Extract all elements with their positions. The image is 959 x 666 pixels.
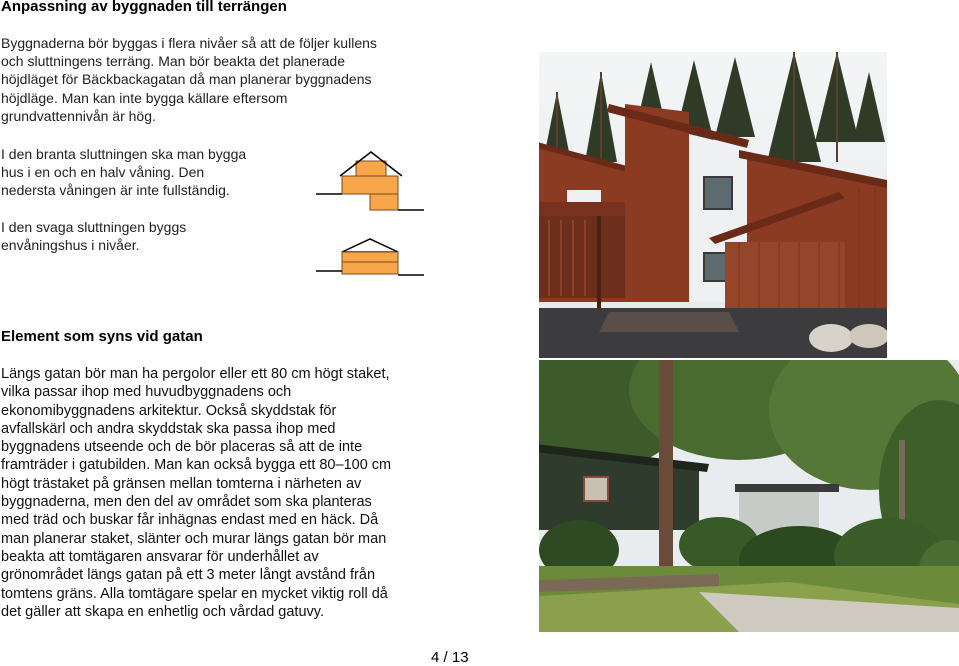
text-line: hus i en och en halv våning. Den — [1, 164, 205, 181]
text-line: I den branta sluttningen ska man bygga — [1, 146, 247, 162]
text-line: med träd och buskar får inhägnas endast med en häck. Då — [1, 512, 379, 529]
text-line: Byggnaderna bör byggas i flera nivåer så att de följer kullens — [1, 35, 377, 51]
text-line: grundvattennivån är hög. — [1, 107, 156, 124]
page-total: 13 — [451, 649, 469, 666]
text-line: envåningshus i nivåer. — [1, 237, 140, 254]
text-line: höjdläge. Man kan inte bygga källare eftersom — [1, 89, 288, 106]
street-garden-photo — [539, 360, 959, 632]
text-line: byggnaderna, men den del av området som ska planteras — [1, 494, 372, 511]
text-line: ekonomibyggnadens arkitektur. Också skyddstak för — [1, 402, 337, 419]
section-heading-terrain: Anpassning av byggnaden till terrängen — [1, 0, 287, 15]
gentle-slope-text — [1, 218, 311, 254]
text-line: nedersta våningen är inte fullständig. — [1, 182, 230, 199]
text-line: högt trästaket på gränsen mellan tomterna i närheten av — [1, 475, 362, 492]
text-line: tomtens gräns. Alla tomtägare spelar en mycket viktig roll då — [1, 585, 388, 602]
street-paragraph — [1, 365, 446, 621]
text-line: byggnadens utseende och de bör placeras så att de inte — [1, 439, 363, 456]
text-line: Längs gatan bör man ha pergolor eller ett 80 cm högt staket, — [1, 366, 390, 382]
page-current: 4 — [431, 649, 440, 666]
text-line: grönområdet längs gatan på ett 3 meter långt avstånd från — [1, 567, 376, 584]
page-number — [431, 649, 469, 666]
text-line: och sluttningens terräng. Man bör beakta det planerade — [1, 53, 346, 70]
text-line: avfallskärl och andra skyddstak ska passa ihop med — [1, 420, 336, 437]
text-line: beakta att tomtägaren ansvarar för underhållet av — [1, 548, 319, 565]
split-level-house-diagram — [316, 148, 426, 216]
text-line: vilka passar ihop med huvudbyggnadens och — [1, 384, 292, 401]
text-line: höjdläget för Bäckbackagatan då man planerar byggnadens — [1, 71, 372, 88]
section-heading-street: Element som syns vid gatan — [1, 328, 203, 345]
terrain-paragraph — [1, 34, 441, 125]
text-line: I den svaga sluttningen byggs — [1, 219, 187, 235]
wooden-terraced-houses-photo — [539, 52, 887, 358]
text-line: man planerar staket, slänter och murar längs gatan bör man — [1, 530, 387, 547]
text-line: det gäller att skapa en enhetlig och vårdad gatuvy. — [1, 603, 324, 620]
steep-slope-text — [1, 145, 311, 200]
page-separator: / — [443, 649, 448, 666]
text-line: framträder i gatubilden. Man kan också bygga ett 80–100 cm — [1, 457, 392, 474]
single-storey-house-diagram — [316, 234, 426, 280]
